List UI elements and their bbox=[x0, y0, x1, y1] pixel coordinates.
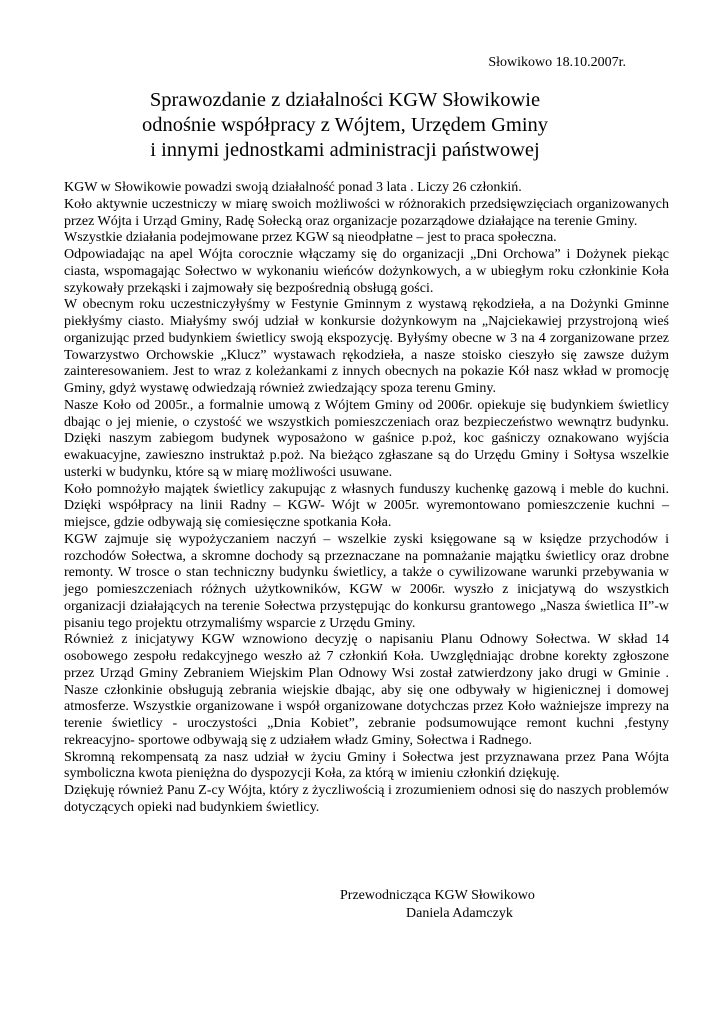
document-title bbox=[0, 88, 690, 163]
body-paragraph: Nasze Koło od 2005r., a formalnie umową z Wójtem Gminy od 2006r. opiekuje się budynkiem świetlicy dbając o jej mienie, o czystość we wszystkich pomieszczeniach oraz bezpieczeństwo wewnątrz budynku. Dzięki naszym zabiegom budynek wyposażono w gaśnice p.poż, koc gaśniczy oznakowano wyjścia ewakuacyjne, zawieszno instruktaż p.poż. Na bieżąco zgłaszane są do Urzędu Gminy i Sołtysa wszelkie usterki w budynku, które są w miarę możliwości usuwane. bbox=[64, 397, 669, 480]
signature-block bbox=[340, 887, 535, 923]
title-line: odnośnie współpracy z Wójtem, Urzędem Gminy bbox=[141, 114, 549, 136]
body-paragraph: Odpowiadając na apel Wójta corocznie włączamy się do organizacji „Dni Orchowa” i Dożynek piekąc ciasta, wspomagając Sołectwo w wykonaniu wieńców dożynkowych, a w ubiegłym roku członkinie Koła szykowały przekąski i zajmowały się bezpośrednią obsługą gości. bbox=[64, 247, 669, 296]
body-paragraph: Również z inicjatywy KGW wznowiono decyzję o napisaniu Planu Odnowy Sołectwa. W skład 14 osobowego zespołu redakcyjnego weszło aż 7 członkiń Koła. Uwzględniając drobne korekty zgłoszone przez Urząd Gminy Zebraniem Wiejskim Plan Odnowy Wsi został zatwierdzony jako drugi w Gminie . Nasze członkinie obsługują zebrania wiejskie dbając, aby się one odbywały w higienicznej i domowej atmosferze. Wszystkie organizowane i współ organizowane dotychczas przez Koło ważniejsze imprezy na terenie świetlicy - uroczystości „Dnia Kobiet”, zebranie podsumowujące remont kuchni ,festyny rekreacyjno- sportowe odbywają się z udziałem władz Gminy, Sołectwa i Radnego. bbox=[64, 632, 669, 748]
signature-name: Daniela Adamczyk bbox=[406, 906, 513, 921]
title-line: Sprawozdanie z działalności KGW Słowikowie bbox=[149, 89, 541, 111]
signature-role: Przewodnicząca KGW Słowikowo bbox=[340, 888, 535, 903]
body-paragraph: Koło pomnożyło majątek świetlicy zakupując z własnych funduszy kuchenkę gazową i meble do kuchni. Dzięki współpracy na linii Radny – KGW- Wójt w 2005r. wyremontowano pomieszczenie kuchni – miejsce, gdzie odbywają się comiesięczne spotkania Koła. bbox=[64, 481, 669, 530]
body-paragraph: W obecnym roku uczestniczyłyśmy w Festynie Gminnym z wystawą rękodzieła, a na Dożynki Gminne piekłyśmy ciasto. Miałyśmy swój udział w konkursie dożynkowym na „Najciekawiej przystrojoną wieś organizując przed budynkiem świetlicy swoją ekspozycję. Byłyśmy obecne w 3 na 4 zorganizowane przez Towarzystwo Orchowskie „Klucz” wystawach rękodzieła, a nasze stoisko cieszyło się zawsze dużym zainteresowaniem. Jest to wraz z koleżankami z innych obecnych na pokazie Kół nasz wkład w promocję Gminy, gdyż wystawę odwiedzają również zwiedzający spoza terenu Gminy. bbox=[64, 297, 669, 396]
body-paragraph: Dziękuję również Panu Z-cy Wójta, który z życzliwością i zrozumieniem odnosi się do naszych problemów dotyczących opieki nad budynkiem świetlicy. bbox=[64, 783, 669, 815]
document-body bbox=[64, 180, 669, 817]
body-paragraph: KGW w Słowikowie powadzi swoją działalność ponad 3 lata . Liczy 26 członkiń. bbox=[64, 180, 522, 195]
document-date: Słowikowo 18.10.2007r. bbox=[488, 55, 626, 70]
body-paragraph: KGW zajmuje się wypożyczaniem naczyń – wszelkie zyski księgowane są w księdze przychodów i rozchodów Sołectwa, a skromne dochody są przeznaczane na pomnażanie majątku świetlicy oraz drobne remonty. W trosce o stan techniczny budynku świetlicy, a także o cywilizowane warunki przebywania w jego pomieszczeniach różnych użytkowników, KGW w 2006r. wyszło z inicjatywą do wszystkich organizacji działających na terenie Sołectwa przystępując do konkursu grantowego „Nasza świetlica II”-w pisaniu tego projektu otrzymaliśmy wsparcie z Urzędu Gminy. bbox=[64, 531, 669, 631]
title-line: i innymi jednostkami administracji państwowej bbox=[150, 139, 540, 161]
body-paragraph: Koło aktywnie uczestniczy w miarę swoich możliwości w różnorakich przedsięwzięciach organizowanych przez Wójta i Urząd Gminy, Radę Sołecką oraz organizacje pozarządowe działające na terenie Gminy. bbox=[64, 196, 669, 229]
body-paragraph: Wszystkie działania podejmowane przez KGW są nieodpłatne – jest to praca społeczna. bbox=[64, 230, 557, 246]
body-paragraph: Skromną rekompensatą za nasz udział w życiu Gminy i Sołectwa jest przyznawana przez Pana Wójta symboliczna kwota pieniężna do dyspozycji Koła, za którą w imieniu członkiń dziękuję. bbox=[64, 749, 669, 782]
